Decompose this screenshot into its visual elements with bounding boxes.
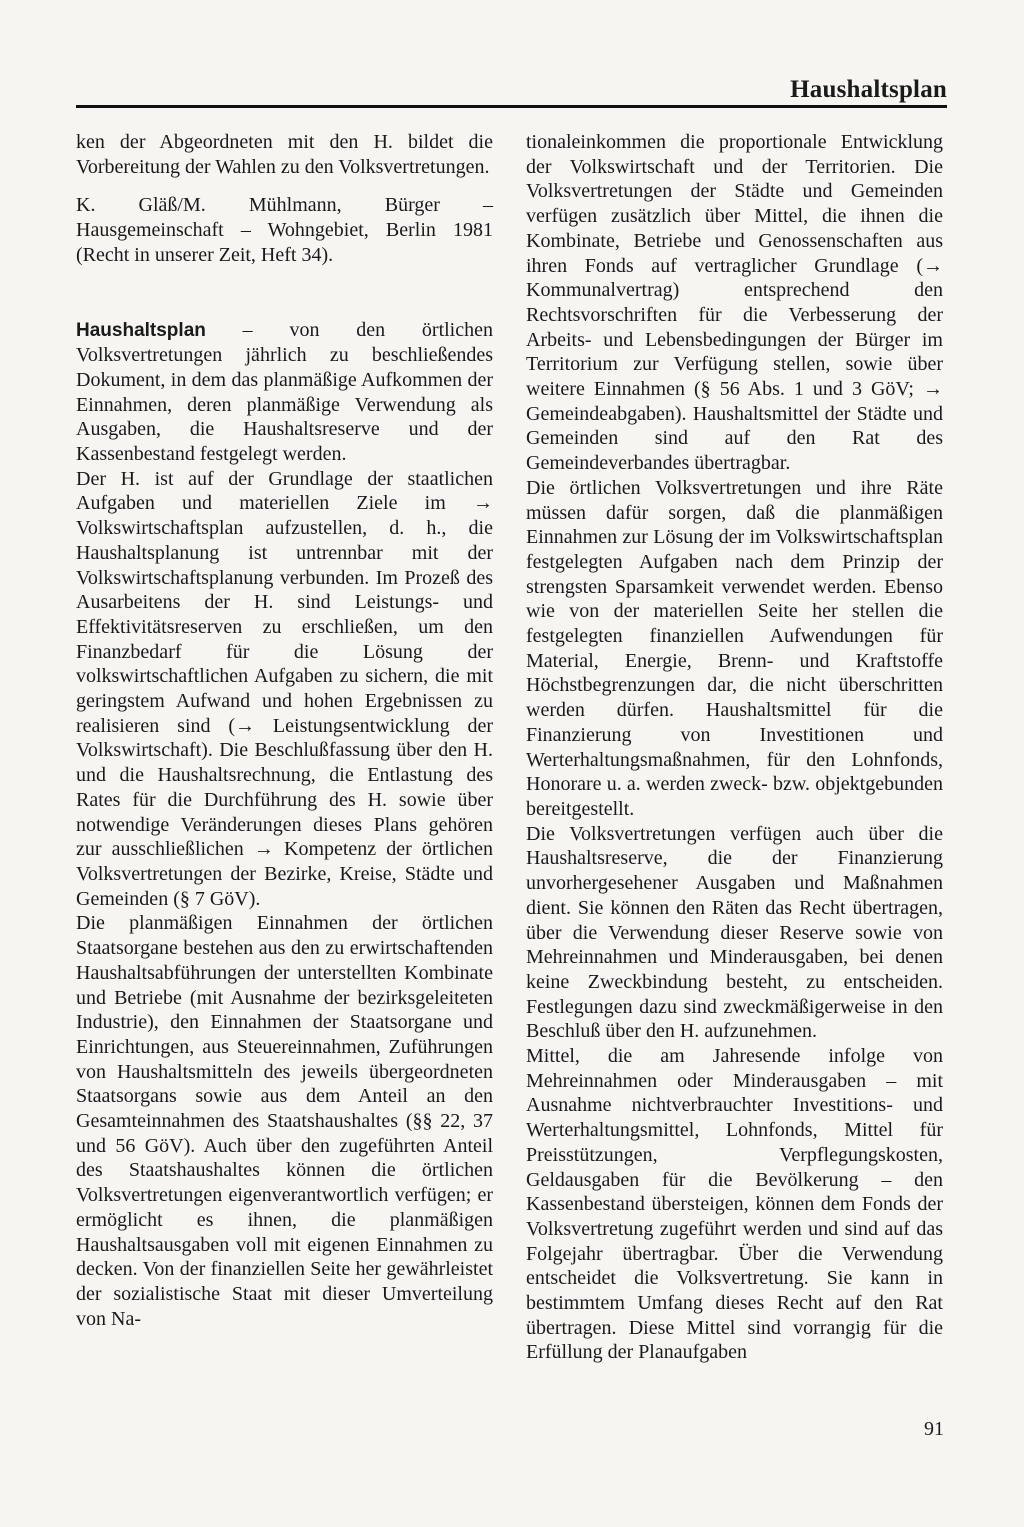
page-number: 91 [924,1418,944,1440]
right-paragraph-2: Die örtlichen Volksvertretungen und ihre Räte müssen dafür sorgen, daß die planmäßigen Einnahmen zur Lösung der im Volkswirtschaftsplan festgelegten Aufgaben nach dem Prinzip der strengsten Sparsamkeit verwendet werden. Ebenso wie von der materiellen Seite her stellen die festgelegten finanziellen Aufwendungen für Material, Energie, Brenn- und Kraftstoffe Höchstbegrenzungen dar, die nicht überschritten werden dürfen. Haushaltsmittel für die Finanzierung von Investitionen und Werterhaltungsmaßnahmen, für den Lohnfonds, Honorare u. a. werden zweck- bzw. objektgebunden bereitgestellt. [526,476,943,820]
entry-term: Haushaltsplan [76,319,206,341]
entry-haushaltsplan [76,318,493,467]
right-paragraph-4: Mittel, die am Jahresende infolge von Mehreinnahmen oder Minderausgaben – mit Ausnahme nichtverbrauchter Investitions- und Werterhaltungsmittel, Lohnfonds, Mittel für Preisstützungen, Verpflegungskosten, Geldausgaben für die Bevölkerung – den Kassenbestand übersteigen, können dem Fonds der Volksvertretung zugeführt werden und sind auf das Folgejahr übertragbar. Über die Verwendung entscheidet die Volksvertretung. Sie kann in bestimmtem Umfang dieses Recht auf den Rat übertragen. Diese Mittel sind vorrangig für die Erfüllung der Planaufgaben [526,1045,943,1364]
right-paragraph-1: tionaleinkommen die proportionale Entwicklung der Volkswirtschaft und der Territorien. Die Volksvertretungen der Städte und Gemeinden verfügen zusätzlich über Mittel, die ihnen die Kombinate, Betriebe und Genossenschaften aus ihren Fonds auf vertraglicher Grundlage (→ Kommunalvertrag) entsprechend den Rechtsvorschriften für die Verbesserung der Arbeits- und Lebensbedingungen der Bürger im Territorium zur Verfügung stellen, sowie über weitere Einnahmen (§ 56 Abs. 1 und 3 GöV; → Gemeindeabgaben). Haushaltsmittel der Städte und Gemeinden sind auf den Rat des Gemeindeverbandes übertragbar. [526,131,943,475]
entry-definition: – von den örtlichen Volksvertretungen jährlich zu beschließendes Dokument, in dem das planmäßige Aufkommen der Einnahmen, deren planmäßige Verwendung als Ausgaben, die Haushaltsreserve und der Kassenbestand festgelegt werden. [76,318,493,466]
running-header-title: Haushaltsplan [790,76,947,103]
right-column [526,130,943,1365]
left-paragraph-continuation: ken der Abgeordneten mit den H. bildet die Vorbereitung der Wahlen zu den Volksvertretungen. [76,131,493,178]
left-paragraph-2: Der H. ist auf der Grundlage der staatlichen Aufgaben und materiellen Ziele im → Volkswirtschaftsplan aufzustellen, d. h., die Haushaltsplanung ist untrennbar mit der Volkswirtschaftsplanung verbunden. Im Prozeß des Ausarbeitens der H. sind Leistungs- und Effektivitätsreserven zu erschließen, um den Finanzbedarf für die Lösung der volkswirtschaftlichen Aufgaben zu sichern, die mit geringstem Aufwand und hohen Ergebnissen zu realisieren sind (→ Leistungsentwicklung der Volkswirtschaft). Die Beschlußfassung über den H. und die Haushaltsrechnung, die Entlastung des Rates für die Durchführung des H. sowie über notwendige Veränderungen dieses Plans gehören zur ausschließlichen → Kompetenz der örtlichen Volksvertretungen der Bezirke, Kreise, Städte und Gemeinden (§ 7 GöV). [76,467,493,910]
left-column [76,130,493,1331]
literature-reference: K. Gläß/M. Mühlmann, Bürger – Hausgemeinschaft – Wohngebiet, Berlin 1981 (Recht in unserer Zeit, Heft 34). [76,194,493,266]
left-paragraph-3: Die planmäßigen Einnahmen der örtlichen Staatsorgane bestehen aus den zu erwirtschaftenden Haushaltsabführungen der unterstellten Kombinate und Betriebe (mit Ausnahme der bezirksgeleiteten Industrie), den Einnahmen der Staatsorgane und Einrichtungen, aus Steuereinnahmen, Zuführungen von Haushaltsmitteln des jeweils übergeordneten Staatsorgans sowie aus dem Anteil an den Gesamteinnahmen des Staatshaushaltes (§§ 22, 37 und 56 GöV). Auch über den zugeführten Anteil des Staatshaushaltes können die örtlichen Volksvertretungen eigenverantwortlich verfügen; er ermöglicht es ihnen, die planmäßigen Haushaltsausgaben voll mit eigenen Einnahmen zu decken. Von der finanziellen Seite her gewährleistet der sozialistische Staat mit dieser Umverteilung von Na- [76,912,493,1330]
header-rule [76,105,947,108]
right-paragraph-3: Die Volksvertretungen verfügen auch über die Haushaltsreserve, die der Finanzierung unvorhergesehener Ausgaben und Maßnahmen dient. Sie können den Räten das Recht übertragen, über die Verwendung dieser Reserve sowie von Mehreinnahmen und Minderausgaben, bei denen keine Zweckbindung besteht, zu entscheiden. Festlegungen dazu sind zweckmäßigerweise in den Beschluß über den H. aufzunehmen. [526,822,943,1043]
